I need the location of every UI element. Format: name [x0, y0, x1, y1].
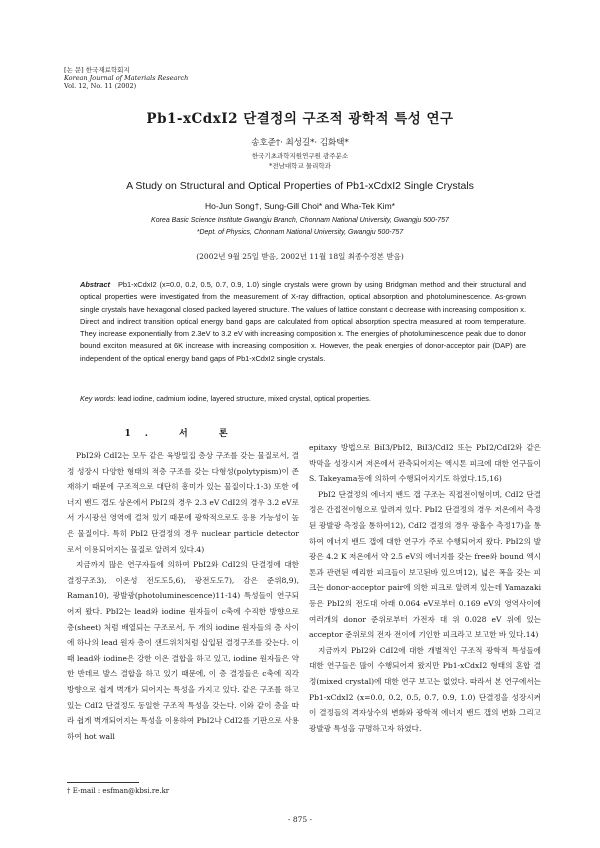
- keywords: [80, 394, 526, 403]
- journal-line-2: Korean Journal of Materials Research: [64, 74, 189, 82]
- journal-line-1: [논 문] 한국재료학회지: [64, 66, 130, 74]
- paragraph: 지금까지 많은 연구자들에 의하여 PbI2와 CdI2의 단결정에 대한 결정구조3), 이온성 전도도5,6), 광전도도7), 감은 준위8,9), Raman10), 광발광(photoluminescence)11-14) 특성들이 연구되어져 왔다. PbI2는 lead와 iodine 원자들이 c축에 수직한 방향으로 층(sheet) 처럼 배열되는 구조로서, 두 개의 iodine 원자들의 층 사이에 하나의 lead 원자 층이 샌드위치처럼 삽입된 결정구조를 갖는다. 이 때 lead와 iodine은 강한 이온 결합을 하고 있고, iodine 원자들은 약한 반데르 발스 결합을 하고 있기 때문에, 이 층 결정들은 c축에 직각 방향으로 쉽게 벽개가 되어지는 특성을 가지고 있다. 같은 구조를 하고 있는 CdI2 단결정도 동일한 구조적 특성을 갖는다. 이와 같이 층을 따라 쉽게 벽개되어지는 특성을 이용하여 PbI2나 CdI2를 기판으로 사용하여 hot wall: [67, 560, 299, 741]
- journal-line-3: Vol. 12, No. 11 (2002): [64, 82, 137, 90]
- korean-affiliation-2: *전남대학교 물리학과: [269, 162, 331, 170]
- korean-authors: 송호준†· 최성길*· 김화택*: [251, 138, 349, 148]
- korean-affiliation-1: 한국기초과학지원연구원 광주분소: [251, 152, 349, 160]
- footnote-email: † E-mail : esfman@kbsi.re.kr: [67, 787, 170, 795]
- page-number: - 875 -: [287, 815, 313, 824]
- paragraph: epitaxy 방법으로 BiI3/PbI2, BiI3/CdI2 또는 PbI2/CdI2와 같은 박막을 성장시켜 저온에서 관측되어지는 엑시톤 피크에 대한 연구들이 S. Takeyama등에 의하여 수행되어지기도 하였다.15,16): [309, 443, 541, 484]
- paragraph: 지금까지 PbI2와 CdI2에 대한 개별적인 구조적 광학적 특성들에 대한 연구들은 많이 수행되어져 왔지만 Pb1-xCdxI2 형태의 혼합 결정(mixed crystal)에 대한 연구 보고는 없었다. 따라서 본 연구에서는 Pb1-xCdxI2 (x=0.0, 0.2, 0.5, 0.7, 0.9, 1.0) 단결정을 성장시켜 이 결정들의 격자상수의 변화와 광학적 에너지 밴드 갭의 변화 그리고 광발광 특성을 규명하고자 하였다.: [309, 645, 541, 733]
- journal-header: [64, 66, 188, 90]
- received-dates: (2002년 9월 25일 받음, 2002년 11월 18일 최종수정본 받음): [196, 252, 404, 261]
- keywords-text: : lead iodine, cadmium iodine, layered structure, mixed crystal, optical properties.: [113, 394, 371, 403]
- english-authors: Ho-Jun Song†, Sung-Gill Choi* and Wha-Tek Kim*: [205, 201, 395, 211]
- paragraph: PbI2와 CdI2는 모두 같은 육방밀집 층상 구조를 갖는 물질로서, 결정 성장시 다양한 형태의 적층 구조를 갖는 다형성(polytypism)이 존재하기 때문에 구조적으로 대단히 흥미가 있는 물질이다.1-3) 또한 에너지 밴드 갭도 상온에서 PbI2의 경우 2.3 eV CdI2의 경우 3.2 eV로서 가시광선 영역에 걸쳐 있기 때문에 광학적으로도 응용 가능성이 높은 물질이다. 특히 PbI2 단결정의 경우 nuclear particle detector로서 이용되어지는 물질로 알려져 있다.4): [67, 451, 299, 554]
- english-affiliation-2: *Dept. of Physics, Chonnam National University, Gwangju 500-757: [196, 229, 404, 236]
- footnote-divider: [67, 782, 139, 783]
- keywords-label: Key words: [80, 394, 114, 403]
- english-title: A Study on Structural and Optical Properties of Pb1-xCdxI2 Single Crystals: [126, 180, 474, 192]
- abstract-text: Pb1-xCdxI2 (x=0.0, 0.2, 0.5, 0.7, 0.9, 1.0) single crystals were grown by using Bridgman method and their structural and optical properties were investigated from the measurement of X-ray diffraction, optical absorption and photoluminescence. As-grown single crystals have hexagonal closed packed layered structure. The values of lattice constant c decrease with increasing composition x. Direct and indirect transition optical energy band gaps are calculated from optical absorption spectra measured at room temperature. They increase exponentially from 2.3eV to 3.2 eV with increasing composition x. The energies of photoluminescence peak due to donor bound exciton measured at 6K increase with increasing composition x. However, the peak energies of donor-acceptor pair (DAP) are independent of the optical energy band gaps of Pb1-xCdxI2 single crystals.: [80, 280, 526, 363]
- abstract: [80, 279, 526, 365]
- left-column: [67, 426, 299, 744]
- abstract-label: Abstract: [80, 280, 110, 289]
- english-affiliation-1: Korea Basic Science Institute Gwangju Branch, Chonnam National University, Gwangju 500-757: [151, 217, 449, 224]
- paragraph: PbI2 단결정의 에너지 밴드 갭 구조는 직접전이형이며, CdI2 단결정은 간접전이형으로 알려져 있다. PbI2 단결정의 경우 저온에서 측정된 광발광 측정을 통하여12), CdI2 결정의 경우 광흡수 측정17)을 통하여 에너지 밴드 갭에 대한 연구가 주로 수행되어져 왔다. PbI2의 발광은 4.2 K 저온에서 약 2.5 eV의 에너지를 갖는 free와 bound 엑시톤과 관련된 예리한 피크들이 보고된바 있으며12), 넓은 폭을 갖는 피크는 donor-acceptor pair에 의한 피크로 알려져 있는데 Yamazaki등은 PbI2의 전도대 아래 0.064 eV로부터 0.169 eV의 영역사이에 여러개의 donor 준위로부터 가전자 대 위 0.028 eV 위에 있는 acceptor 준위로의 전자 전이에 기인한 피크라고 보고한 바 있다.14): [309, 489, 541, 640]
- right-column: [309, 440, 541, 736]
- korean-title: Pb1-xCdxI2 단결정의 구조적 광학적 특성 연구: [146, 111, 454, 127]
- section-heading: 1. 서 론: [124, 429, 242, 439]
